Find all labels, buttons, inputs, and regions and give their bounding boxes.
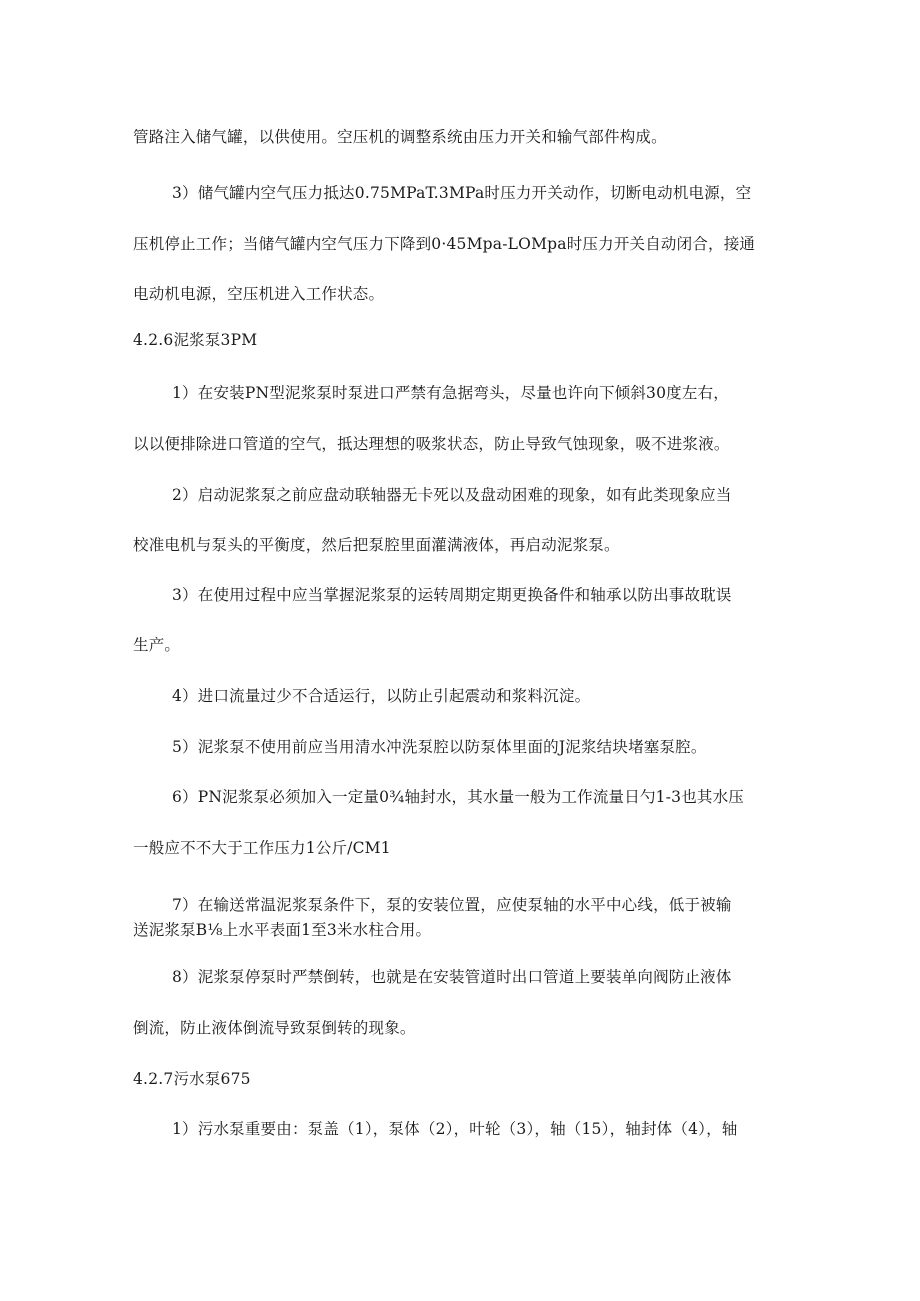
paragraph-line: 电动机电源，空压机进入工作状态。 [133, 285, 385, 303]
paragraph-line: 1）污水泵重要由：泵盖（1），泵体（2），叶轮（3），轴（15），轴封体（4），轴 [172, 1120, 738, 1138]
paragraph-line: 1）在安装PN型泥浆泵时泵进口严禁有急据弯头，尽量也许向下倾斜30度左右， [172, 384, 729, 402]
paragraph-line: 压机停止工作；当储气罐内空气压力下降到0·45Mpa-LOMpa时压力开关自动闭合，接通 [133, 235, 756, 253]
paragraph-line: 3）在使用过程中应当掌握泥浆泵的运转周期定期更换备件和轴承以防出事故耽误 [172, 586, 732, 604]
paragraph-line: 4）进口流量过少不合适运行，以防止引起震动和浆料沉淀。 [172, 687, 591, 705]
paragraph-line: 校准电机与泵头的平衡度，然后把泵腔里面灌满液体，再启动泥浆泵。 [133, 536, 620, 554]
paragraph-line: 6）PN泥浆泵必须加入一定量0¾轴封水，其水量一般为工作流量日勺1-3也其水压 [172, 788, 745, 806]
paragraph-line: 2）启动泥浆泵之前应盘动联轴器无卡死以及盘动困难的现象，如有此类现象应当 [172, 486, 732, 504]
paragraph-line: 倒流，防止液体倒流导致泵倒转的现象。 [133, 1019, 416, 1037]
paragraph-line: 3）储气罐内空气压力抵达0.75MPaT.3MPa时压力开关动作，切断电动机电源，空 [172, 184, 752, 202]
section-heading: 4.2.6泥浆泵3PM [133, 331, 258, 349]
paragraph-line: 7）在输送常温泥浆泵条件下，泵的安装位置，应使泵轴的水平中心线，低于被输 [172, 896, 732, 914]
paragraph-line: 5）泥浆泵不使用前应当用清水冲洗泵腔以防泵体里面的J泥浆结块堵塞泵腔。 [172, 738, 707, 756]
paragraph-line: 送泥浆泵B⅛上水平表面1至3米水柱合用。 [133, 921, 432, 939]
section-heading: 4.2.7污水泵675 [133, 1070, 251, 1088]
paragraph-line: 8）泥浆泵停泵时严禁倒转，也就是在安装管道时出口管道上要装单向阀防止液体 [172, 968, 732, 986]
paragraph-line: 生产。 [133, 636, 181, 654]
paragraph-line: 管路注入储气罐，以供使用。空压机的调整系统由压力开关和输气部件构成。 [133, 128, 667, 146]
paragraph-line: 以以便排除进口管道的空气，抵达理想的吸浆状态，防止导致气蚀现象，吸不进浆液。 [133, 435, 730, 453]
paragraph-line: 一般应不不大于工作压力1公斤/CM1 [133, 839, 391, 857]
